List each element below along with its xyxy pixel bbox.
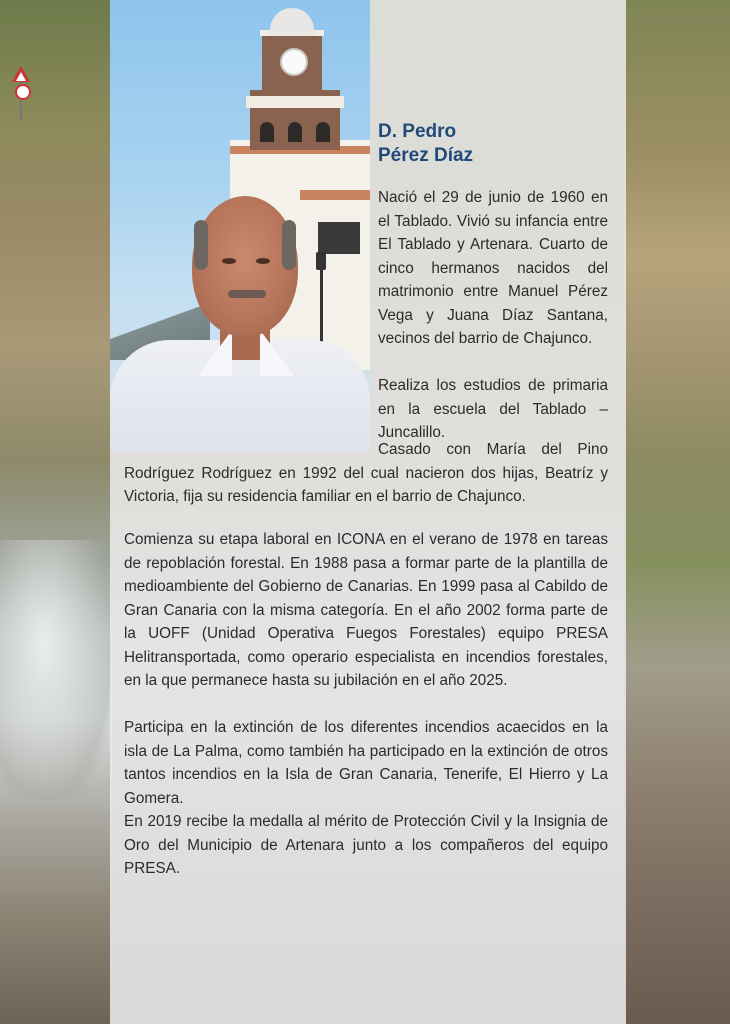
portrait-photo (110, 0, 370, 452)
road-sign-inner (16, 72, 26, 81)
bio-paragraph-career: Comienza su etapa laboral en ICONA en el verano de 1978 en tareas de repoblación forestal. En 1988 pasa a formar parte de la plantilla de medioambiente del Gobierno de Canarias. En 1999 pasa al Cabildo de Gran Canaria con la misma categoría. En el año 2002 forma parte de la UOFF (Unidad Operativa Fuegos Forestales) equipo PRESA Helitransportada, como operario especialista en incendios forestales, en la que permanece hasta su jubilación en el año 2025. (124, 531, 608, 689)
shirt-collar-left (198, 330, 232, 376)
photo-tower-arch (288, 122, 302, 142)
photo-tower-band (246, 96, 344, 108)
person-hair-left (194, 220, 208, 270)
bio-paragraph-studies: Realiza los estudios de primaria en la escuela del Tablado – Juncalillo. (378, 377, 608, 441)
right-landscape-strip (624, 0, 730, 1024)
bio-paragraph-awards: En 2019 recibe la medalla al mérito de Protección Civil y la Insignia de Oro del Municipio de Artenara junto a los compañeros del equipo PRESA. (124, 813, 608, 877)
person-name-line1: D. Pedro (378, 121, 457, 142)
person-hair-right (282, 220, 296, 270)
person-name-line2: Pérez Díaz (378, 145, 474, 166)
shirt-collar-right (260, 330, 294, 376)
photo-tower-dome (270, 8, 314, 36)
person-eye-left (222, 258, 236, 264)
photo-roof-lower (300, 190, 370, 200)
person-eye-right (256, 258, 270, 264)
bio-paragraph-marriage: Casado con María del Pino Rodríguez Rodríguez en 1992 del cual nacieron dos hijas, Beatríz y Victoria, fija su residencia familiar en el barrio de Chajunco. (124, 441, 608, 505)
photo-tower-arch (260, 122, 274, 142)
photo-tower-arch (316, 122, 330, 142)
clock-icon (280, 48, 308, 76)
left-landscape-strip (0, 0, 112, 1024)
photo-window (318, 222, 360, 254)
bio-paragraph-fires: Participa en la extinción de los diferentes incendios acaecidos en la isla de La Palma, como también ha participado en la extinción de otros tantos incendios en la Isla de Gran Canaria, Tenerife, El Hierro y La Gomera. (124, 719, 608, 807)
road-sign-disc (15, 84, 31, 100)
river-rocks (0, 540, 112, 800)
street-lamp-post (320, 268, 323, 348)
person-name-heading (378, 120, 618, 168)
person-mustache (228, 290, 266, 298)
bio-paragraph-birth: Nació el 29 de junio de 1960 en el Tablado. Vivió su infancia entre El Tablado y Artenara. Cuarto de cinco hermanos nacidos del matrimonio entre Manuel Pérez Vega y Juana Díaz Santana, vecinos del barrio de Chajunco. (378, 189, 608, 347)
